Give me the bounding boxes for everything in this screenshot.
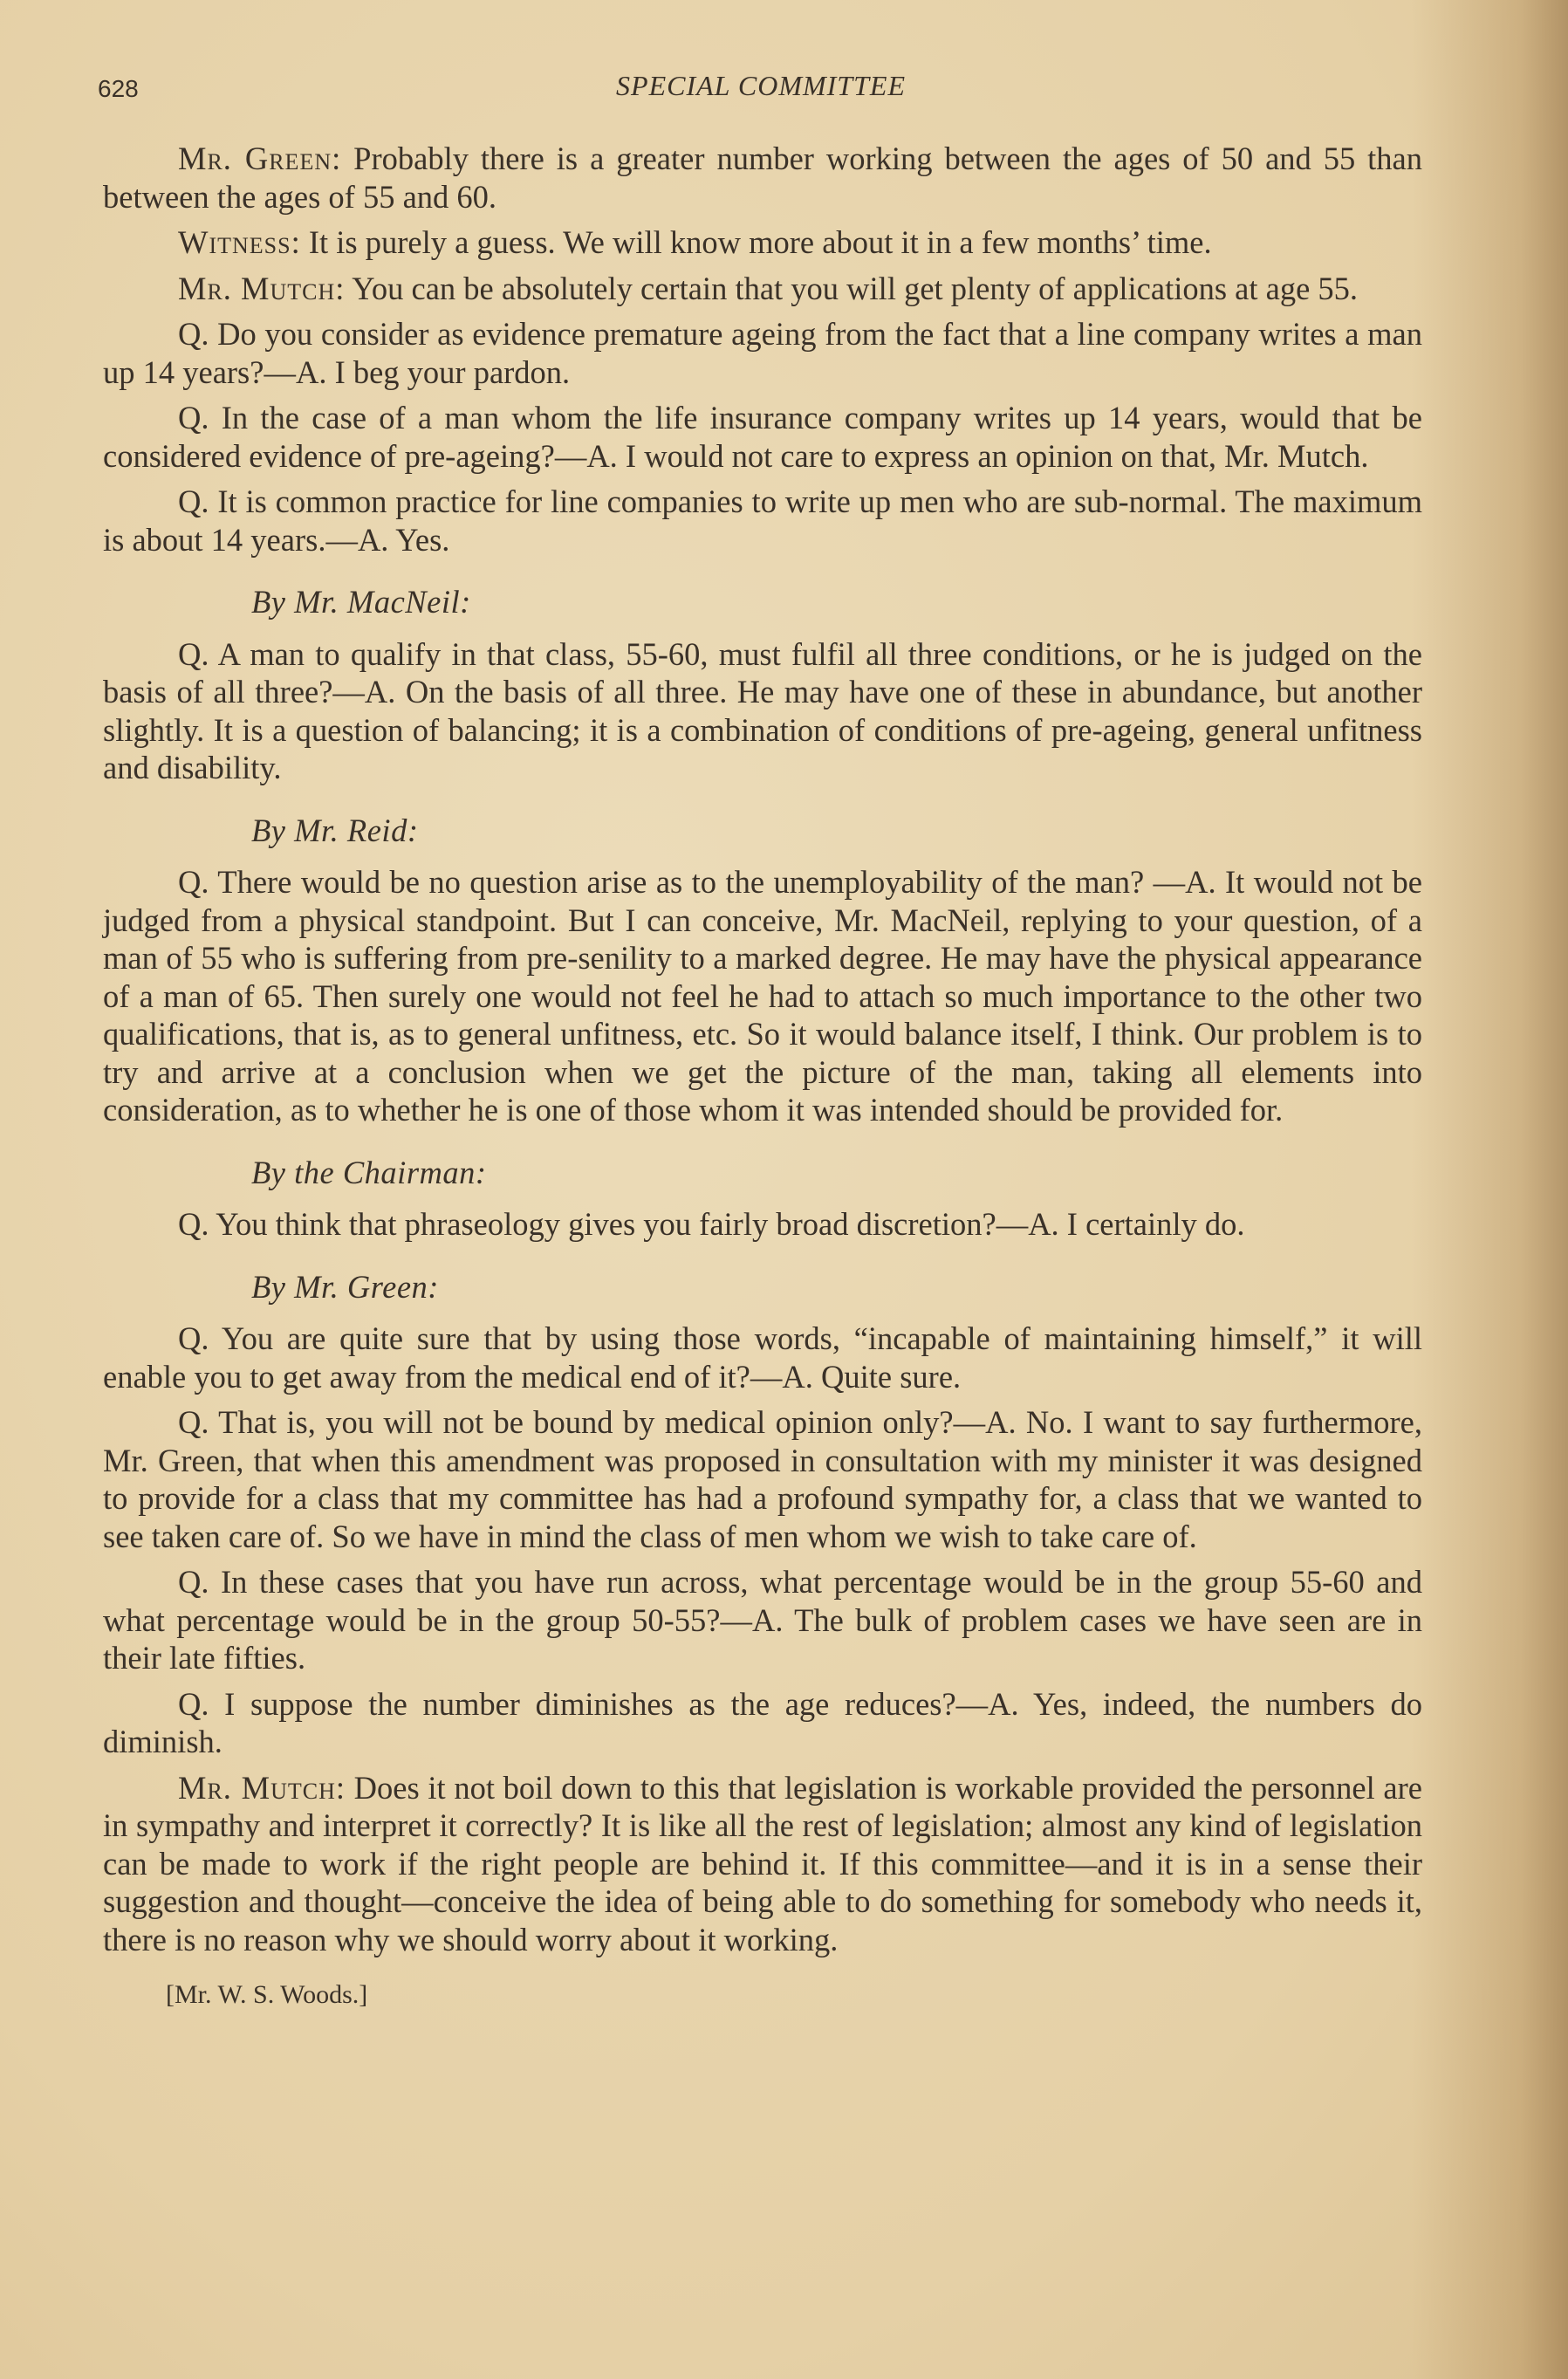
speaker-label: Mr. Green: [178,141,342,176]
paragraph [103,270,1422,308]
paragraph [103,140,1422,216]
paragraph [103,223,1422,262]
paragraph-text: Does it not boil down to this that legislation is workable provided the personnel are in sympathy and interpret it correctly? It is like all the rest of legislation; almost any kind of legislation can be made to work if the right people are behind it. If this committee—and it is in a sense their suggestion and thought—conceive the idea of being able to do something for somebody who needs it, there is no reason why we should worry about it working. [103,1769,1422,1957]
body-text [103,140,1422,2014]
paragraph-text: You can be absolutely certain that you will get plenty of applications at age 55. [345,270,1359,306]
question-paragraph: Q. There would be no question arise as to the unemployability of the man? —A. It would not be judged from a physical standpoint. But I can conceive, Mr. MacNeil, replying to your question, of a man of 55 who is suffering from pre-senility to a marked degree. He may have the physical appearance of a man of 65. Then surely one would not feel he had to attach so much importance to the other two qualifications, that is, as to general unfitness, etc. So it would balance itself, I think. Our problem is to try and arrive at a conclusion when we get the picture of the man, taking all elements into consideration, as to whether he is one of those whom it was intended should be provided for. [103,864,1422,1128]
examiner-subheading: By Mr. Green: [251,1268,439,1305]
page-number: 628 [98,75,139,102]
question-paragraph: Q. In these cases that you have run across, what percentage would be in the group 55-60 and what percentage would be in the group 50-55?—A. The bulk of problem cases we have seen are in their late fifties. [103,1564,1422,1676]
examiner-subheading: By Mr. Reid: [251,812,419,848]
running-head: SPECIAL COMMITTEE [616,70,906,101]
speaker-label: Mr. Mutch: [178,270,346,306]
question-paragraph: Q. A man to qualify in that class, 55-60, must fulfil all three conditions, or he is judged on the basis of all three?—A. On the basis of all three. He may have one of these in abundance, but another slightly. It is a question of balancing; it is a combination of conditions of pre-ageing, general unfitness and disability. [103,635,1422,785]
question-paragraph: Q. You are quite sure that by using those words, “incapable of maintaining himself,” it will enable you to get away from the medical end of it?—A. Quite sure. [103,1320,1422,1395]
paragraph-text: Probably there is a greater number working between the ages of 50 and 55 than between the ages of 55 and 60. [103,141,1422,215]
paragraph [103,1769,1422,1959]
question-paragraph: Q. In the case of a man whom the life insurance company writes up 14 years, would that be considered evidence of pre-ageing?—A. I would not care to express an opinion on that, Mr. Mutch. [103,400,1422,474]
question-paragraph: Q. Do you consider as evidence premature ageing from the fact that a line company writes a man up 14 years?—A. I beg your pardon. [103,316,1422,390]
speaker-label: Witness: [178,224,301,260]
examiner-subheading: By the Chairman: [251,1154,487,1190]
witness-footer: [Mr. W. S. Woods.] [166,1980,368,2009]
question-paragraph: Q. I suppose the number diminishes as the age reduces?—A. Yes, indeed, the numbers do diminish. [103,1685,1422,1759]
question-paragraph: Q. It is common practice for line companies to write up men who are sub-normal. The maximum is about 14 years.—A. Yes. [103,483,1422,558]
examiner-subheading: By Mr. MacNeil: [251,584,471,620]
page-header [98,70,1424,113]
paragraph-text: It is purely a guess. We will know more about it in a few months’ time. [300,224,1212,260]
question-paragraph: Q. That is, you will not be bound by medical opinion only?—A. No. I want to say furthermore, Mr. Green, that when this amendment was proposed in consultation with my minister it was designed to provide for a class that my committee has had a profound sympathy for, a class that we wanted to see taken care of. So we have in mind the class of men whom we wish to take care of. [103,1404,1422,1554]
speaker-label: Mr. Mutch: [178,1769,346,1806]
question-paragraph: Q. You think that phraseology gives you fairly broad discretion?—A. I certainly do. [178,1206,1245,1242]
